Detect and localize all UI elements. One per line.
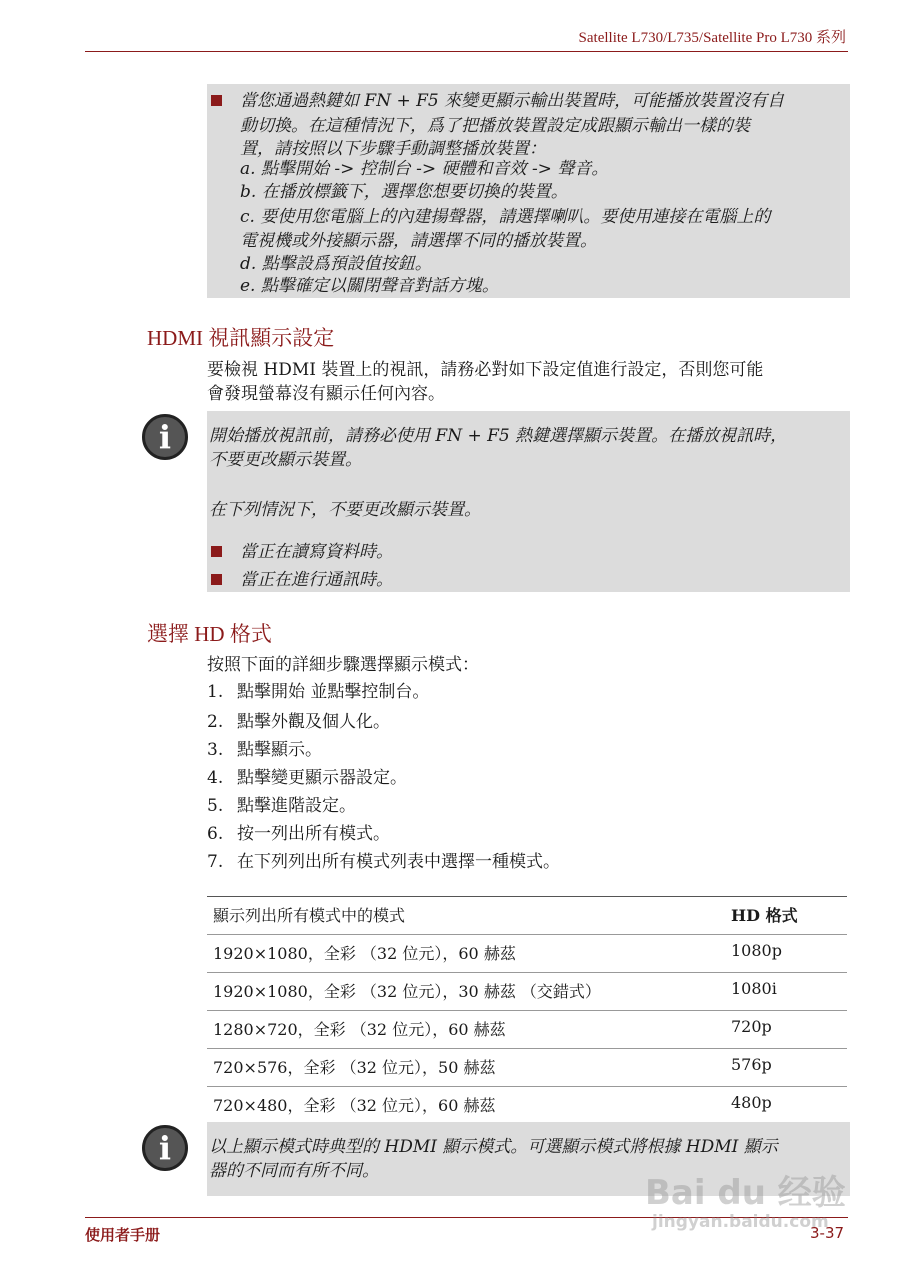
- step-text: 點擊外觀及個人化。: [237, 712, 390, 732]
- square-bullet-icon: [211, 574, 222, 585]
- step-list-item: [207, 794, 356, 818]
- step-text: 按一列出所有模式。: [237, 824, 390, 844]
- step-number: 3.: [207, 740, 224, 760]
- tip-line-2: 動切換。在這種情況下，爲了把播放裝置設定成跟顯示輸出一樣的裝: [240, 116, 750, 136]
- note1-line3: 在下列情況下，不要更改顯示裝置。: [209, 500, 481, 520]
- section-title-hd-format: 選擇 HD 格式: [147, 622, 272, 646]
- tip-step-d: d. 點擊設爲預設值按鈕。: [240, 254, 432, 274]
- table-cell: 1920×1080，全彩 （32 位元），30 赫茲 （交錯式）: [207, 973, 721, 1011]
- tip-line-3: 置，請按照以下步驟手動調整播放裝置：: [240, 139, 546, 159]
- baidu-watermark-brand: Bai du 经验: [645, 1173, 846, 1213]
- info-icon: i: [142, 1125, 188, 1171]
- header-title: Satellite L730/L735/Satellite Pro L730 系列: [578, 30, 846, 46]
- tip-step-a: a. 點擊開始 -> 控制台 -> 硬體和音效 -> 聲音。: [240, 159, 609, 179]
- table-cell: 480p: [721, 1087, 847, 1125]
- step-number: 2.: [207, 712, 224, 732]
- note2-line1: 以上顯示模式時典型的 HDMI 顯示模式。可選顯示模式將根據 HDMI 顯示: [209, 1137, 778, 1157]
- square-bullet-icon: [211, 546, 222, 557]
- table-header-cell: 顯示列出所有模式中的模式: [207, 897, 721, 935]
- table-header-row: [207, 897, 847, 935]
- baidu-watermark-url: jingyan.baidu.com: [652, 1212, 829, 1232]
- table-header-cell: HD 格式: [721, 897, 847, 935]
- step-text: 點擊開始 並點擊控制台。: [237, 682, 430, 702]
- table-cell: 576p: [721, 1049, 847, 1087]
- note2-line2: 器的不同而有所不同。: [209, 1161, 379, 1181]
- step-text: 點擊變更顯示器設定。: [237, 768, 407, 788]
- section-title-hdmi: HDMI 視訊顯示設定: [147, 326, 335, 350]
- step-number: 1.: [207, 682, 224, 702]
- step-list-item: [207, 822, 390, 846]
- table-row: [207, 973, 847, 1011]
- note1-bullet-1: 當正在讀寫資料時。: [240, 542, 393, 562]
- step-text: 在下列列出所有模式列表中選擇一種模式。: [237, 852, 560, 872]
- tip-step-c1: c. 要使用您電腦上的內建揚聲器，請選擇喇叭。要使用連接在電腦上的: [240, 207, 771, 227]
- step-list-item: [207, 680, 429, 704]
- step-list-item: [207, 710, 390, 734]
- step-list-item: [207, 738, 322, 762]
- footer-page-number: 3-37: [810, 1224, 845, 1242]
- step-list-item: [207, 850, 560, 874]
- tip-step-b: b. 在播放標籤下，選擇您想要切換的裝置。: [240, 182, 568, 202]
- table-cell: 720×480，全彩 （32 位元），60 赫茲: [207, 1087, 721, 1125]
- table-row: [207, 1011, 847, 1049]
- tip-line-1: 當您通過熱鍵如 FN + F5 來變更顯示輸出裝置時，可能播放裝置沒有自: [240, 91, 785, 111]
- section1-para-line1: 要檢視 HDMI 裝置上的視訊，請務必對如下設定值進行設定，否則您可能: [207, 360, 764, 380]
- info-icon: i: [142, 414, 188, 460]
- step-text: 點擊進階設定。: [237, 796, 356, 816]
- step-number: 5.: [207, 796, 224, 816]
- note1-line2: 不要更改顯示裝置。: [209, 450, 362, 470]
- step-number: 4.: [207, 768, 224, 788]
- table-cell: 1280×720，全彩 （32 位元），60 赫茲: [207, 1011, 721, 1049]
- header-rule: [85, 51, 848, 52]
- square-bullet-icon: [211, 95, 222, 106]
- step-list-item: [207, 766, 407, 790]
- step-text: 點擊顯示。: [237, 740, 322, 760]
- table-cell: 1080p: [721, 935, 847, 973]
- tip-step-c2: 電視機或外接顯示器，請選擇不同的播放裝置。: [240, 231, 597, 251]
- table-cell: 720×576，全彩 （32 位元），50 赫茲: [207, 1049, 721, 1087]
- note1-bullet-2: 當正在進行通訊時。: [240, 570, 393, 590]
- step-number: 6.: [207, 824, 224, 844]
- step-number: 7.: [207, 852, 224, 872]
- section2-intro: 按照下面的詳細步驟選擇顯示模式：: [207, 655, 479, 675]
- table-cell: 720p: [721, 1011, 847, 1049]
- tip-step-e: e. 點擊確定以關閉聲音對話方塊。: [240, 276, 499, 296]
- section1-para-line2: 會發現螢幕沒有顯示任何內容。: [207, 384, 445, 404]
- note1-line1: 開始播放視訊前，請務必使用 FN + F5 熱鍵選擇顯示裝置。在播放視訊時，: [209, 426, 788, 446]
- table-row: [207, 1049, 847, 1087]
- table-row: [207, 935, 847, 973]
- hd-format-table: [207, 896, 847, 1125]
- table-cell: 1080i: [721, 973, 847, 1011]
- footer-manual-label: 使用者手册: [85, 1226, 161, 1244]
- table-cell: 1920×1080，全彩 （32 位元），60 赫茲: [207, 935, 721, 973]
- table-row: [207, 1087, 847, 1125]
